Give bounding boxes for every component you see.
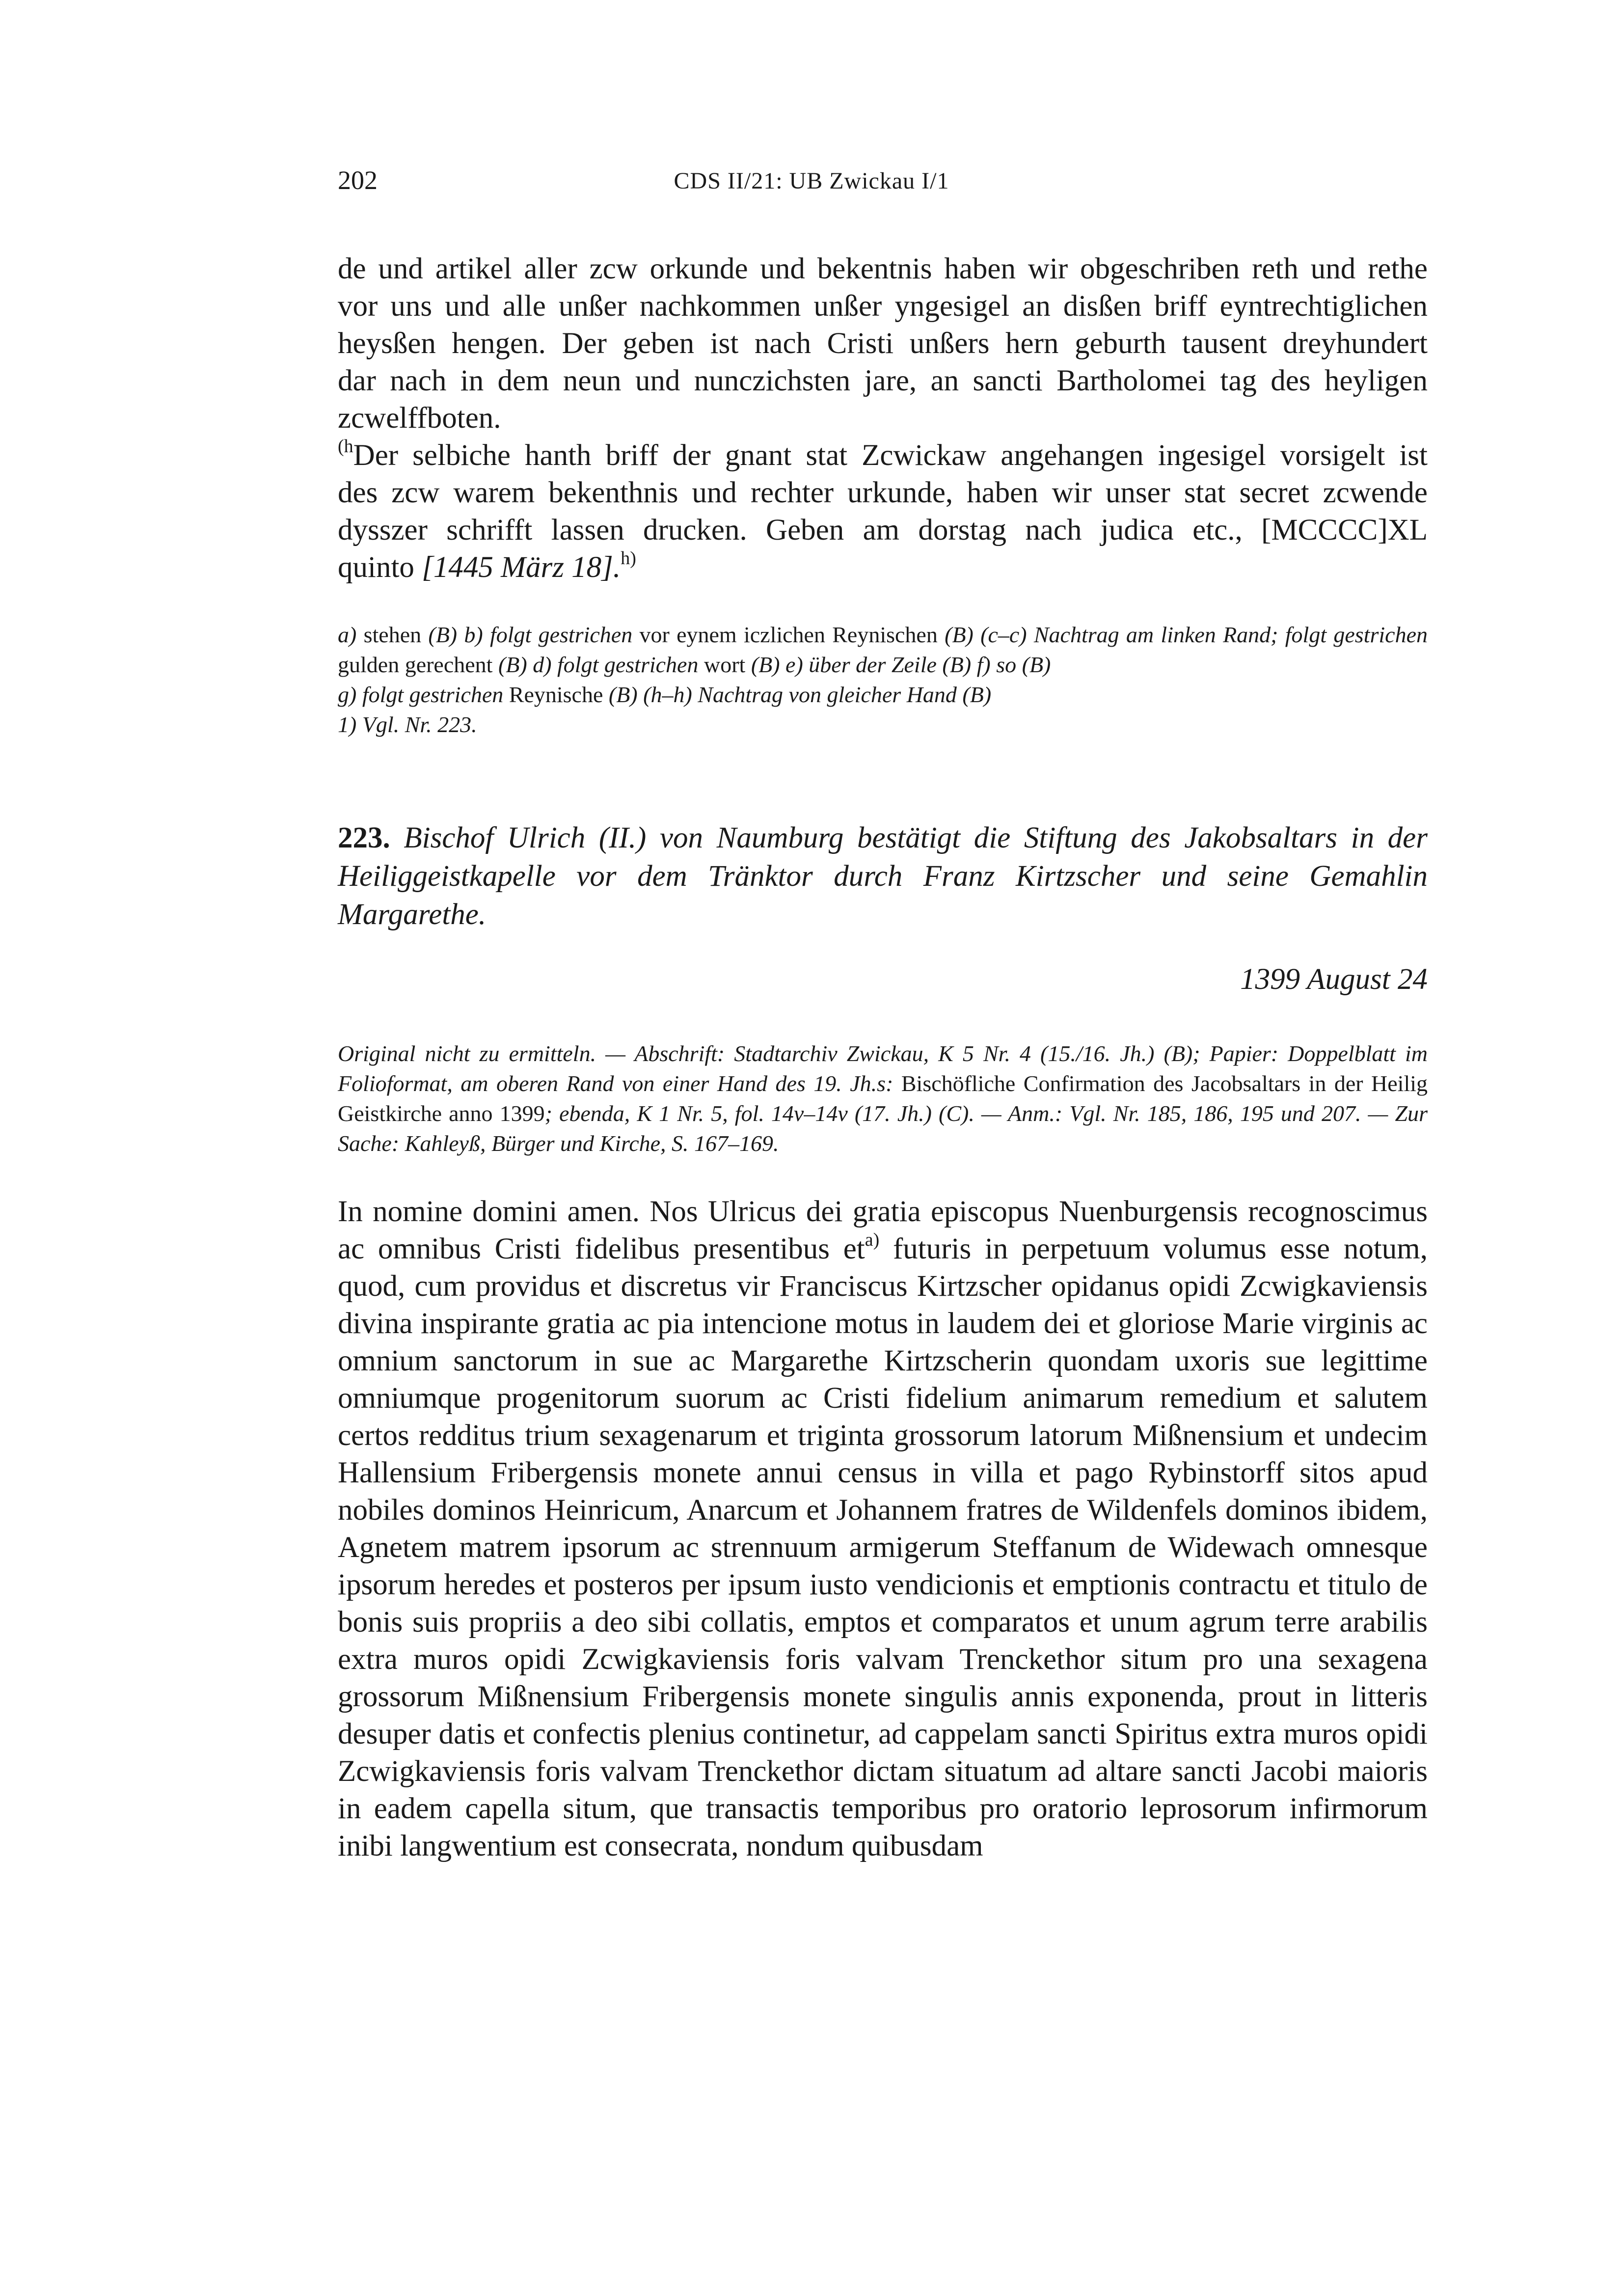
text-line: zcwelffboten. — [338, 402, 501, 435]
running-head: CDS II/21: UB Zwickau I/1 — [674, 168, 949, 194]
text-line: heysßen hengen. Der geben ist nach Cristi unßers hern geburth tausent dreyhundert — [338, 327, 1428, 360]
note-label: (B) (c–c) Nachtrag am linken Rand; folgt gestrichen — [945, 622, 1428, 647]
footnote: 1) Vgl. Nr. 223. — [338, 712, 477, 737]
document-date: 1399 August 24 — [1240, 963, 1428, 996]
note-paragraph — [338, 620, 1428, 680]
textual-notes — [338, 620, 1428, 739]
apparatus-quote: Bischöfliche Confirmation des Jacobsaltars in der Heilig Geistkirche anno 1399 — [338, 1071, 1428, 1126]
note-text: Reynische — [509, 682, 609, 707]
document-number: 223. — [338, 821, 390, 854]
text-span: quinto — [338, 551, 422, 584]
text-line — [338, 549, 1428, 586]
note-label: (B) e) über der Zeile (B) f) so (B) — [751, 652, 1051, 677]
note-label: g) folgt gestrichen — [338, 682, 509, 707]
text-span: Der selbiche hanth briff der gnant stat Zcwickaw angehangen ingesigel vorsigelt ist — [353, 439, 1428, 472]
note-text: gulden gerechent — [338, 652, 498, 677]
note-paragraph — [338, 680, 1428, 710]
page-number: 202 — [338, 165, 378, 195]
apparatus-text: Original nicht zu ermitteln. — Abschrift: Stadtarchiv Zwickau, K 5 Nr. 4 (15./16. Jh.) (B); Papier: Doppelblatt im Folioformat, am oberen Rand von einer Hand des 19. Jh.s: — [338, 1041, 1428, 1096]
text-line: de und artikel aller zcw orkunde und bekentnis haben wir obgeschriben reth und rethe — [338, 252, 1428, 285]
document-regest: Bischof Ulrich (II.) von Naumburg bestätigt die Stiftung des Jakobsaltars in der Heiliggeistkapelle vor dem Tränktor durch Franz Kirtzscher und seine Gemahlin Margarethe. — [338, 821, 1428, 931]
note-paragraph — [338, 1039, 1428, 1158]
text-span: futuris in perpetuum volumus esse notum, quod, cum providus et discretus vir Franciscus Kirtzscher opidanus opidi Zcwigkaviensis divina inspirante gratia ac pia intencione motus in laudem dei et gloriose Marie virginis ac omnium sanctorum in sue ac Margarethe Kirtzscherin quondam uxoris sue legittime omniumque progenitorum suorum ac Cristi fidelium animarum remedium et salutem certos redditus trium sexagenarum et triginta grossorum latorum Mißnensium et undecim Hallensium Fribergensis monete annui census in villa et pago Rybinstorff sitos apud nobiles dominos Heinricum, Anarcum et Johannem fratres de Wildenfels dominos ibidem, Agnetem matrem ipsorum ac strennuum armigerum Steffanum de Widewach omnesque ipsorum heredes et posteros per ipsum iusto vendicionis et emptionis contractu et titulo de bonis suis propriis a deo sibi collatis, emptos et comparatos et unum agrum terre arabilis extra muros opidi Zcwigkaviensis foris valvam Trenckethor situm pro una sexagena grossorum Mißnensium Fribergensis monete singulis annis exponenda, prout in litteris desuper datis et confectis plenius continetur, ad cappelam sancti Spiritus extra muros opidi Zcwigkaviensis foris valvam Trenckethor dictam situatum ad altare sancti Jacobi maioris in eadem capella situm, que transactis temporibus pro oratorio leprosorum infirmorum inibi langwentium est consecrata, nondum quibusdam — [338, 1232, 1428, 1862]
text-line: dar nach in dem neun und nunczichsten jare, an sancti Bartholomei tag des heyligen — [338, 364, 1428, 397]
note-marker: a) — [865, 1230, 880, 1250]
note-text: vor eynem iczlichen Reynischen — [639, 622, 945, 647]
document-heading — [338, 819, 1428, 934]
note-label: (B) (h–h) Nachtrag von gleicher Hand (B) — [608, 682, 992, 707]
text-line: des zcw warem bekenthnis und rechter urkunde, haben wir unser stat secret zcwende — [338, 476, 1428, 509]
note-text: stehen — [363, 622, 429, 647]
text-paragraph — [338, 1193, 1428, 1865]
note-text: wort — [703, 652, 751, 677]
source-apparatus — [338, 1039, 1428, 1158]
note-label: (B) d) folgt gestrichen — [498, 652, 704, 677]
date-editorial: [1445 März 18]. — [422, 551, 621, 584]
note-marker: h) — [621, 548, 636, 569]
note-label: (B) b) folgt gestrichen — [428, 622, 640, 647]
charter-text — [338, 1193, 1428, 1865]
text-line: dysszer schrifft lassen drucken. Geben am dorstag nach judica etc., [MCCCC]XL — [338, 514, 1428, 547]
text-line: vor uns und alle unßer nachkommen unßer yngesigel an disßen briff eyntrechtiglichen — [338, 290, 1428, 323]
apparatus-text: ; ebenda, K 1 Nr. 5, fol. 14v–14v (17. Jh.) (C). — Anm.: Vgl. Nr. 185, 186, 195 und 207. — Zur Sache: Kahleyß, Bürger und Kirche, S. 167–169. — [338, 1101, 1428, 1156]
text-span: In nomine domini amen. Nos Ulricus dei gratia episcopus Nuenburgensis recognoscimus ac omnibus Cristi fidelibus presentibus et — [338, 1195, 1428, 1265]
text-line — [338, 437, 1428, 474]
note-label: a) — [338, 622, 364, 647]
charter-text-continuation — [338, 250, 1428, 586]
note-marker: (h — [338, 436, 353, 457]
